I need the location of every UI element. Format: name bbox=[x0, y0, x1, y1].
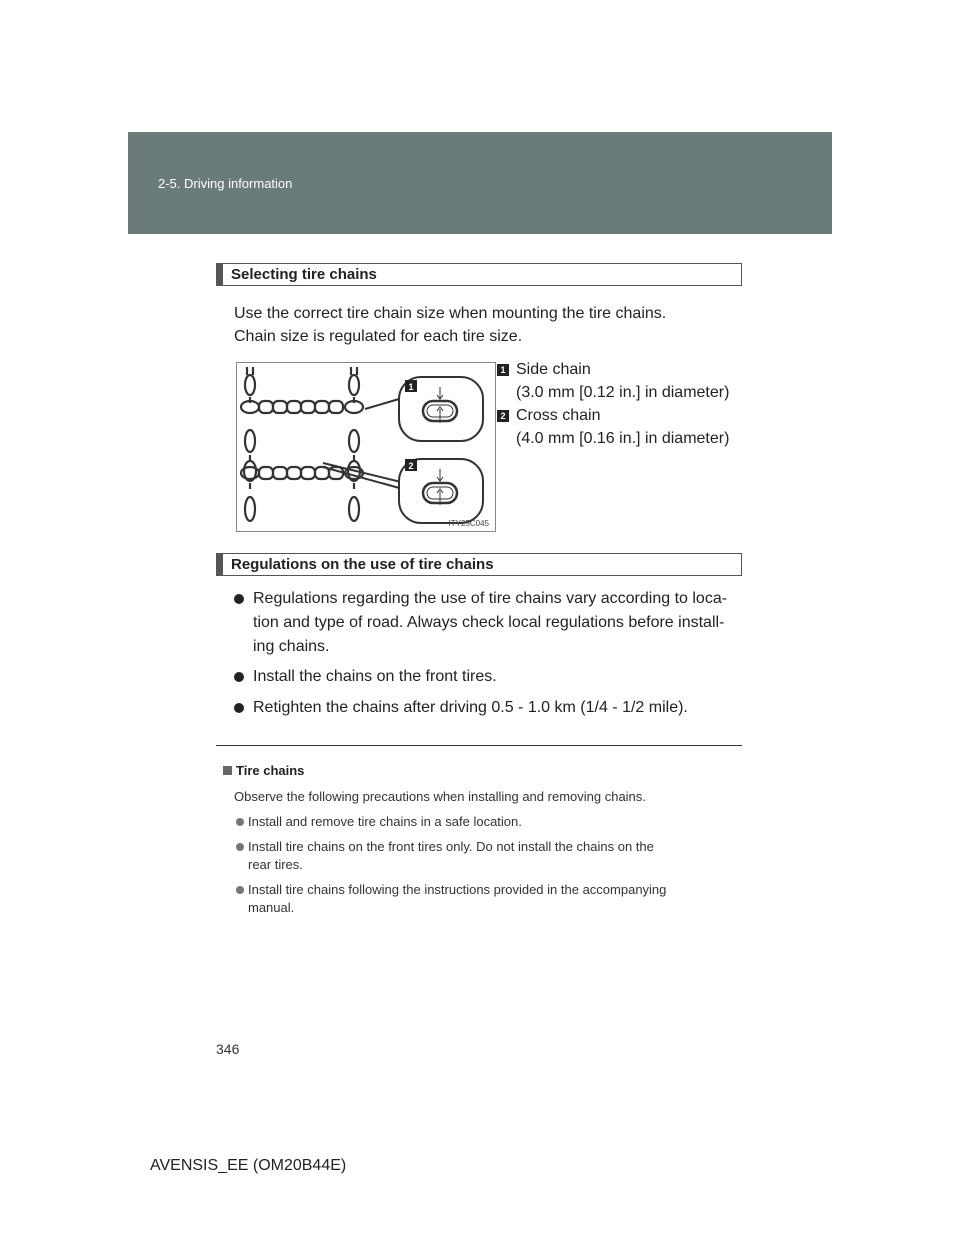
figure-code: ITY25C045 bbox=[448, 519, 489, 528]
note-title: Tire chains bbox=[223, 763, 304, 778]
figure-callout-1: 1 bbox=[408, 382, 414, 392]
footer-model: AVENSIS_EE (OM20B44E) bbox=[150, 1157, 347, 1174]
note-item-3: Install tire chains following the instructions provided in the accompanying manual. bbox=[236, 881, 740, 917]
figure-callout-2: 2 bbox=[408, 461, 414, 471]
bullet-icon bbox=[236, 886, 244, 894]
header-band bbox=[128, 132, 832, 234]
regulation-bullet-3: Retighten the chains after driving 0.5 - 1.0 km (1/4 - 1/2 mile). bbox=[234, 696, 746, 720]
bullet-icon bbox=[234, 703, 244, 713]
legend-item-2: 2 Cross chain (4.0 mm [0.16 in.] in diameter) bbox=[497, 404, 729, 450]
bullet-icon bbox=[236, 818, 244, 826]
page-number: 346 bbox=[216, 1041, 240, 1057]
section-breadcrumb: 2-5. Driving information bbox=[158, 176, 293, 191]
bullet-icon bbox=[236, 843, 244, 851]
tire-chain-illustration bbox=[237, 363, 495, 531]
selecting-heading bbox=[216, 263, 742, 286]
legend-item-1: 1 Side chain (3.0 mm [0.12 in.] in diameter) bbox=[497, 358, 729, 404]
square-bullet-icon bbox=[223, 766, 232, 775]
regulations-heading bbox=[216, 553, 742, 576]
bullet-icon bbox=[234, 672, 244, 682]
note-item-1: Install and remove tire chains in a safe location. bbox=[236, 813, 740, 831]
regulation-bullet-1: Regulations regarding the use of tire chains vary according to loca- tion and type of road. Always check local regulations before install- ing chains. bbox=[234, 587, 746, 659]
tire-chain-figure bbox=[236, 362, 496, 532]
note-intro: Observe the following precautions when installing and removing chains. bbox=[234, 789, 646, 804]
legend-number-2: 2 bbox=[497, 410, 509, 422]
regulations-heading-text: Regulations on the use of tire chains bbox=[231, 556, 494, 573]
regulation-bullet-2: Install the chains on the front tires. bbox=[234, 665, 746, 689]
selecting-paragraph: Use the correct tire chain size when mounting the tire chains. Chain size is regulated for each tire size. bbox=[234, 305, 667, 345]
selecting-heading-text: Selecting tire chains bbox=[231, 266, 377, 283]
bullet-icon bbox=[234, 594, 244, 604]
legend-number-1: 1 bbox=[497, 364, 509, 376]
divider bbox=[216, 745, 742, 746]
note-item-2: Install tire chains on the front tires only. Do not install the chains on the rear tires. bbox=[236, 838, 740, 874]
